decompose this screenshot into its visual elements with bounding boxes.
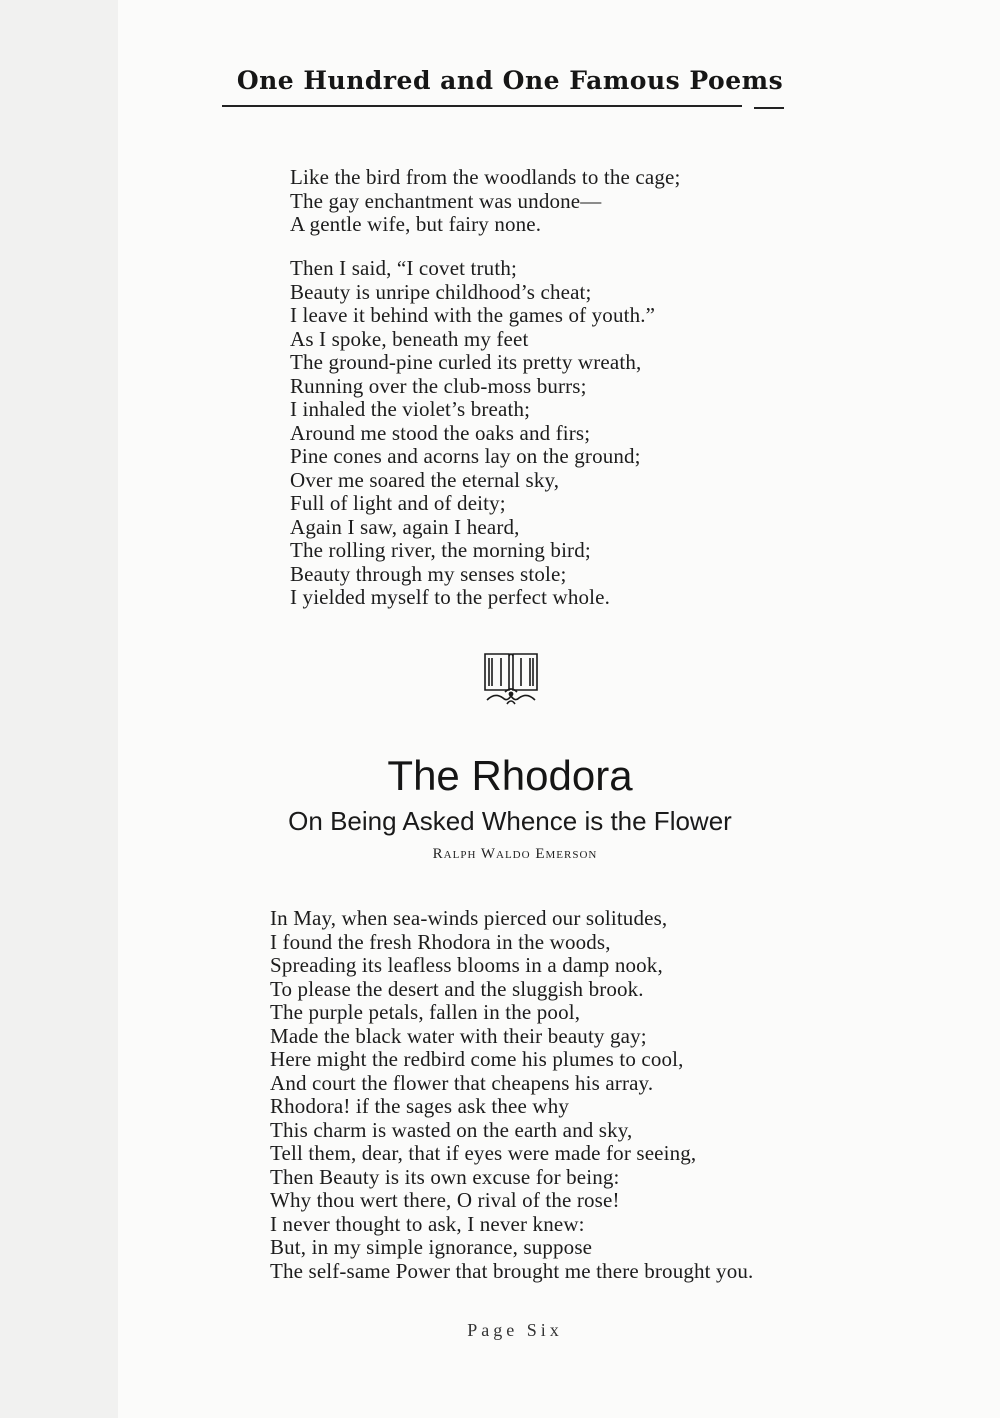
verse-line: This charm is wasted on the earth and sky, [270,1117,633,1142]
verse-line: I never thought to ask, I never knew: [270,1211,585,1236]
verse-line: I inhaled the violet’s breath; [290,397,531,421]
verse-line: I yielded myself to the perfect whole. [290,585,611,609]
continued-poem-stanza-2 [290,257,655,610]
poem-author: Ralph Waldo Emerson [432,846,598,862]
poem-subtitle: On Being Asked Whence is the Flower [288,806,732,836]
header-rule-right [754,107,784,109]
page-number: Page Six [467,1320,563,1340]
verse-line: Running over the club-moss burrs; [290,373,587,398]
open-book-ornament-icon [481,650,541,708]
verse-line: The ground-pine curled its pretty wreath, [290,350,642,374]
verse-line: To please the desert and the sluggish brook. [270,976,644,1001]
verse-line: A gentle wife, but fairy none. [290,212,542,236]
verse-line: Beauty through my senses stole; [290,561,567,586]
verse-line: But, in my simple ignorance, suppose [270,1235,593,1259]
verse-line: Pine cones and acorns lay on the ground; [290,444,641,468]
verse-line: I leave it behind with the games of youth.” [290,303,656,327]
verse-line: Around me stood the oaks and firs; [290,420,591,445]
verse-line: Here might the redbird come his plumes to cool, [270,1047,684,1071]
page-shadow [0,0,118,1418]
verse-line: Made the black water with their beauty gay; [270,1023,647,1048]
verse-line: The gay enchantment was undone— [290,188,602,213]
verse-line: Again I saw, again I heard, [290,514,520,539]
verse-line: And court the flower that cheapens his array. [270,1070,654,1095]
verse-line: The purple petals, fallen in the pool, [270,1000,581,1024]
verse-line: Beauty is unripe childhood’s cheat; [290,279,592,304]
header-rule [222,105,742,107]
verse-line: Then I said, “I covet truth; [290,256,517,280]
verse-line: As I spoke, beneath my feet [290,326,529,351]
verse-line: Over me soared the eternal sky, [290,467,560,492]
verse-line: Rhodora! if the sages ask thee why [270,1094,570,1118]
verse-line: I found the fresh Rhodora in the woods, [270,929,611,954]
verse-line: The self-same Power that brought me there brought you. [270,1258,754,1283]
running-head: One Hundred and One Famous Poems [236,66,784,95]
verse-line: Then Beauty is its own excuse for being: [270,1164,620,1189]
verse-line: Spreading its leafless blooms in a damp nook, [270,953,663,977]
verse-line: Full of light and of deity; [290,491,506,515]
poem-title: The Rhodora [387,752,633,799]
verse-line: Tell them, dear, that if eyes were made for seeing, [270,1141,697,1165]
verse-line: Why thou wert there, O rival of the rose! [270,1188,620,1212]
poem-body [270,907,753,1283]
verse-line: The rolling river, the morning bird; [290,538,591,562]
verse-line: Like the bird from the woodlands to the cage; [290,165,681,189]
verse-line: In May, when sea-winds pierced our solitudes, [270,906,668,930]
continued-poem-stanza-1 [290,166,680,237]
